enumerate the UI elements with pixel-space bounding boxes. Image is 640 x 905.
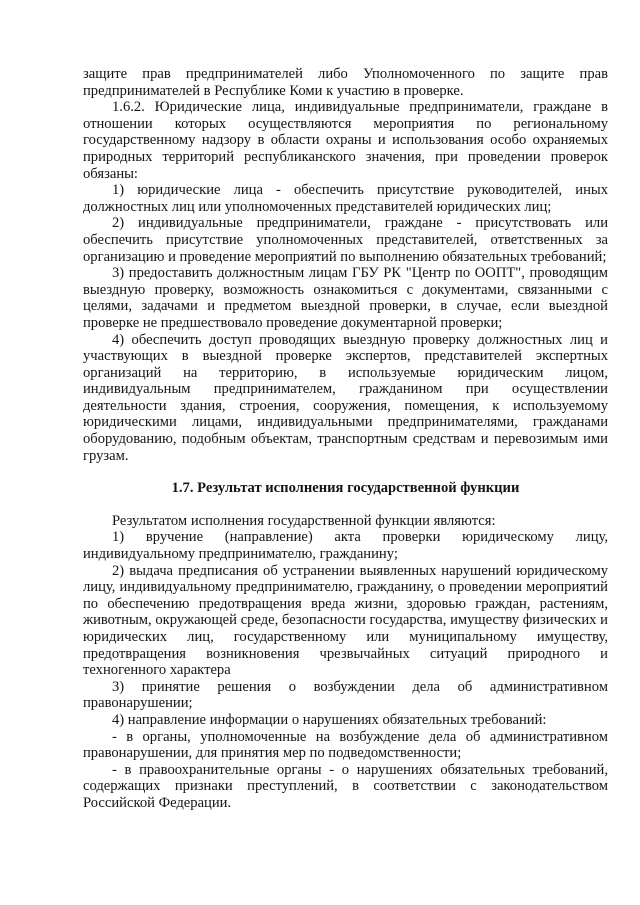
paragraph-result-intro: Результатом исполнения государственной функции являются: [112, 512, 496, 529]
list-item-obligation-1: 1) юридические лица - обеспечить присутствие руководителей, иных должностных лиц или уполномоченных представителей юридических лиц; [83, 182, 608, 215]
list-item-result-4-sub-2: - в правоохранительные органы - о нарушениях обязательных требований, содержащих признаки преступлений, в соответствии с законодательством Российской Федерации. [83, 761, 608, 811]
list-item-result-4: 4) направление информации о нарушениях обязательных требований: [112, 711, 547, 728]
list-item-obligation-4: 4) обеспечить доступ проводящих выездную проверку должностных лиц и участвующих в выездной проверке экспертов, представителей экспертных организаций на территорию, в используемые юридическим лицом, индивидуальным предпринимателем, гражданином при осуществлении деятельности здания, строения, сооружения, помещения, к используемому юридическими лицами, индивидуальными предпринимателями, гражданами оборудованию, подобным объектам, транспортным средствам и перевозимым ими грузам. [83, 331, 608, 464]
list-item-obligation-2: 2) индивидуальные предприниматели, граждане - присутствовать или обеспечить присутствие уполномоченных представителей, ответственных за организацию и проведение мероприятий по выполнению обязательных требований; [83, 215, 608, 265]
list-item-obligation-3: 3) предоставить должностным лицам ГБУ РК "Центр по ООПТ", проводящим выездную проверку, возможность ознакомиться с документами, связанными с целями, задачами и предметом выездной проверки, в случае, если выездной проверке не предшествовало проведение документарной проверки; [83, 265, 608, 331]
list-item-result-3: 3) принятие решения о возбуждении дела об административном правонарушении; [83, 678, 608, 712]
list-item-result-2: 2) выдача предписания об устранении выявленных нарушений юридическому лицу, индивидуальному предпринимателю, гражданину, о проведении мероприятий по обеспечению предотвращения вреда жизни, здоровью граждан, растениям, животным, окружающей среде, безопасности государства, имуществу физических и юридических лиц, государственному или муниципальному имуществу, предотвращения возникновения чрезвычайных ситуаций природного и техногенного характера [83, 562, 608, 679]
document-page [83, 66, 608, 812]
paragraph-continuation: защите прав предпринимателей либо Уполномоченного по защите прав предпринимателей в Республике Коми к участию в проверке. [83, 66, 608, 99]
paragraph-1-6-2: 1.6.2. Юридические лица, индивидуальные предприниматели, граждане в отношении которых осуществляются мероприятия по региональному государственному надзору в области охраны и использования особо охраняемых природных территорий республиканского значения, при проведении проверок обязаны: [83, 99, 608, 182]
list-item-result-1: 1) вручение (направление) акта проверки юридическому лицу, индивидуальному предпринимателю, гражданину; [83, 529, 608, 563]
section-heading: 1.7. Результат исполнения государственной функции [171, 480, 520, 497]
list-item-result-4-sub-1: - в органы, уполномоченные на возбуждение дела об административном правонарушении, для принятия мер по подведомственности; [83, 728, 608, 762]
